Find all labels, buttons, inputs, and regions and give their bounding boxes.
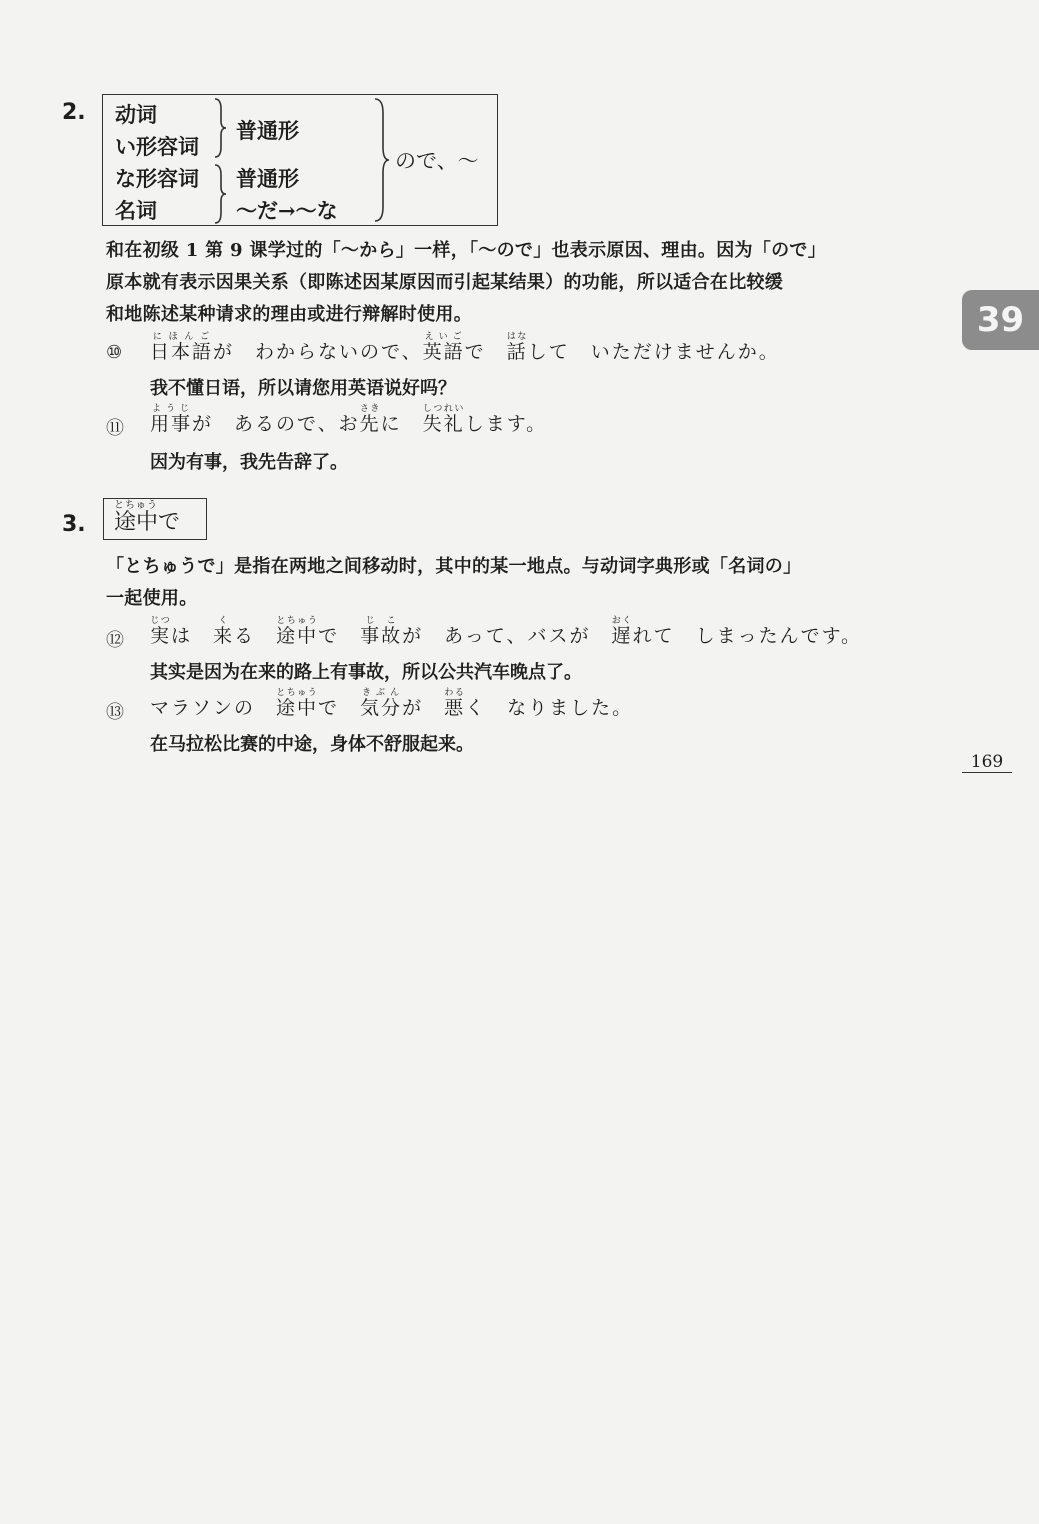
section-2-explanation-line-2: 原本就有表示因果关系（即陈述因某原因而引起某结果）的功能，所以适合在比较缓 bbox=[106, 272, 784, 293]
example-10-japanese: 日本語にほんごが わからないので、英語えいごで 話はなして いただけませんか。 bbox=[150, 332, 780, 363]
example-12-chinese: 其实是因为在来的路上有事故，所以公共汽车晚点了。 bbox=[150, 662, 582, 683]
pattern-node: ので、～ bbox=[395, 149, 479, 173]
pattern-plain-form-2: 普通形 bbox=[236, 166, 299, 191]
section-3-number: 3. bbox=[62, 512, 86, 537]
pattern-plain-form-1: 普通形 bbox=[236, 118, 299, 143]
lesson-tab: 39 bbox=[962, 290, 1039, 350]
example-11-chinese: 因为有事，我先告辞了。 bbox=[150, 452, 348, 473]
page-number: 169 bbox=[962, 752, 1012, 773]
example-11-japanese: 用事ようじが あるので、お先さきに 失礼しつれいします。 bbox=[150, 404, 548, 435]
section-3-explanation-line-2: 一起使用。 bbox=[106, 588, 198, 609]
example-10-chinese: 我不懂日语，所以请您用英语说好吗？ bbox=[150, 378, 456, 399]
pattern-da-to-na: ～だ→～な bbox=[236, 198, 338, 223]
pattern-noun: 名词 bbox=[115, 198, 157, 223]
section-3-explanation-line-1: 「とちゅうで」是指在两地之间移动时，其中的某一地点。与动词字典形或「名词の」 bbox=[106, 556, 802, 577]
pattern-verb: 动词 bbox=[115, 102, 157, 127]
example-12-japanese: 実じつは 来くる 途中とちゅうで 事故じこが あって、バスが 遅おくれて しまったんです。 bbox=[150, 616, 863, 647]
example-marker-10: ⑩ bbox=[106, 342, 123, 363]
pattern-i-adjective: い形容词 bbox=[115, 134, 199, 159]
brace-right-large bbox=[373, 97, 391, 223]
section-2-explanation-line-1: 和在初级 1 第 9 课学过的「～から」一样，「～ので」也表示原因、理由。因为「ので」 bbox=[106, 240, 827, 261]
topic-box-tochuu-de: 途中とちゅうで bbox=[103, 498, 207, 540]
example-13-japanese: マラソンの 途中とちゅうで 気分きぶんが 悪わるく なりました。 bbox=[150, 688, 634, 719]
section-2-explanation-line-3: 和地陈述某种请求的理由或进行辩解时使用。 bbox=[106, 304, 472, 325]
example-marker-13: ⑬ bbox=[106, 702, 124, 723]
brace-right-top bbox=[213, 97, 227, 159]
brace-right-bottom bbox=[213, 163, 227, 225]
grammar-pattern-box bbox=[102, 94, 498, 226]
example-marker-11: ⑪ bbox=[106, 418, 124, 439]
example-marker-12: ⑫ bbox=[106, 630, 124, 651]
pattern-na-adjective: な形容词 bbox=[115, 166, 199, 191]
section-2-number: 2. bbox=[62, 100, 86, 125]
example-13-chinese: 在马拉松比赛的中途，身体不舒服起来。 bbox=[150, 734, 474, 755]
